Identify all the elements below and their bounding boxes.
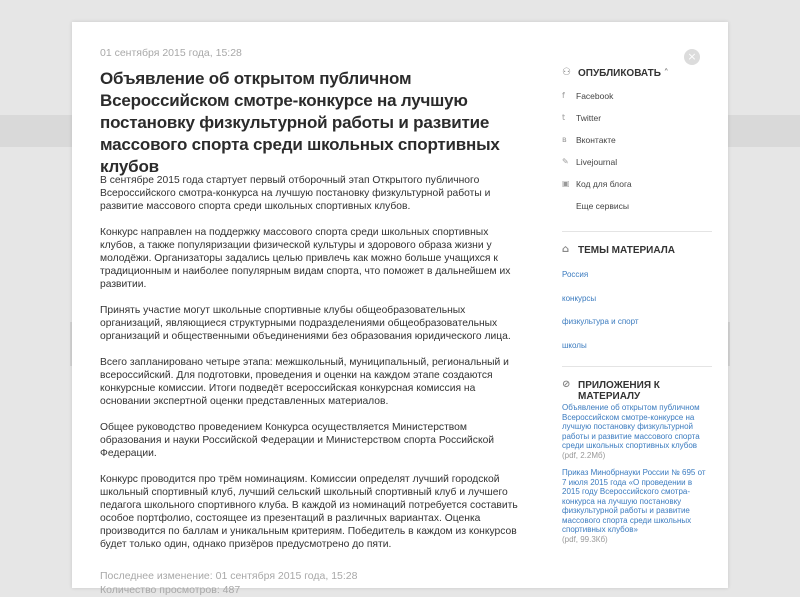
vk-icon: в bbox=[562, 135, 567, 144]
attachment-title[interactable]: Объявление об открытом публичном Всероссийском смотре-конкурсе на лучшую постановку физкультурной работы и развитие массового спорта среди школьных спортивных клубов bbox=[562, 403, 700, 450]
share-vkontakte[interactable]: в Вконтакте bbox=[562, 135, 616, 145]
article-title: Объявление об открытом публичном Всероссийском смотре-конкурсе на лучшую постановку физкультурной работы и развитие массового спорта среди школьных спортивных клубов bbox=[100, 69, 500, 176]
attachment-info: (pdf, 2.2Мб) bbox=[562, 450, 606, 460]
livejournal-icon: ✎ bbox=[562, 157, 569, 166]
topic-link[interactable]: Россия bbox=[562, 270, 589, 279]
attachment-title[interactable]: Приказ Минобрнауки России № 695 от 7 июля 2015 года «О проведении в 2015 году Всероссийского смотра-конкурса на лучшую постановку физкультурной работы и развитие массового спорта среди школьных спортивных клубов» bbox=[562, 468, 706, 534]
paperclip-icon: ⊘ bbox=[562, 379, 571, 390]
paragraph: Общее руководство проведением Конкурса осуществляется Министерством образования и науки Российской Федерации и Министерством спорта Российской Федерации. bbox=[100, 422, 495, 459]
attachment-link[interactable] bbox=[562, 403, 712, 460]
paragraph: В сентябре 2015 года стартует первый отборочный этап Открытого публичного Всероссийского смотра-конкурса на лучшую постановку физкультурной работы и развитие массового спорта среди школьных спортивных клубов. bbox=[100, 175, 491, 212]
topic-link[interactable]: конкурсы bbox=[562, 293, 597, 303]
last-modified: Последнее изменение: 01 сентября 2015 года, 15:28 bbox=[100, 570, 358, 582]
topics-heading: ⌂ ТЕМЫ МАТЕРИАЛА bbox=[562, 244, 675, 256]
attachment-link[interactable] bbox=[562, 468, 712, 544]
divider bbox=[562, 366, 712, 367]
twitter-icon: t bbox=[562, 113, 566, 122]
publish-heading[interactable]: ⚇ ОПУБЛИКОВАТЬ ˄ bbox=[562, 67, 669, 79]
attachment-info: (pdf, 99.3Кб) bbox=[562, 534, 608, 544]
publish-date: 01 сентября 2015 года, 15:28 bbox=[100, 47, 242, 59]
paragraph: Конкурс проводится про трём номинациям. Комиссии определят лучший городской школьный спортивный клуб, лучший сельский школьный спортивный клуб и лучшего педагога школьного спортивного клуба. В каждой из номинаций потребуется составить особое портфолио, состоящее из презентаций в различных вариантах. Оценка производится по баллам и уникальным критериям. Победитель в каждом из конкурсов будет только один, однако призёров предусмотрено до пяти. bbox=[100, 474, 518, 550]
share-blog-code[interactable]: ▣ Код для блога bbox=[562, 179, 632, 189]
topic-link[interactable]: школы bbox=[562, 340, 587, 350]
close-icon[interactable]: × bbox=[684, 49, 700, 65]
topic-link[interactable]: физкультура и спорт bbox=[562, 317, 639, 326]
sidebar bbox=[562, 67, 712, 552]
people-icon: ⚇ bbox=[562, 67, 571, 78]
facebook-icon: f bbox=[562, 91, 565, 100]
divider bbox=[562, 231, 712, 232]
paragraph: Принять участие могут школьные спортивные клубы общеобразовательных организаций, являющиеся структурными подразделениями общеобразовательных организаций и общественными объединениями без образования юридического лица. bbox=[100, 305, 511, 342]
share-more-services[interactable]: Еще сервисы bbox=[576, 201, 629, 211]
share-twitter[interactable]: t Twitter bbox=[562, 113, 602, 123]
article-meta bbox=[100, 569, 358, 597]
share-livejournal[interactable]: ✎ Livejournal bbox=[562, 157, 618, 167]
share-facebook[interactable]: f Facebook bbox=[562, 91, 614, 101]
attachments-heading: ⊘ ПРИЛОЖЕНИЯ К МАТЕРИАЛУ bbox=[562, 379, 660, 402]
view-count: Количество просмотров: 487 bbox=[100, 584, 241, 596]
code-icon: ▣ bbox=[562, 179, 570, 188]
article-body bbox=[100, 174, 520, 564]
article-modal bbox=[72, 22, 728, 596]
tag-icon: ⌂ bbox=[562, 244, 570, 255]
paragraph: Всего запланировано четыре этапа: межшкольный, муниципальный, региональный и всероссийский. Для подготовки, проведения и оценки на каждом этапе создаются конкурсные комиссии. Итоги подведёт всероссийская конкурсная комиссия на основании экспертной оценки представленных материалов. bbox=[100, 357, 509, 407]
paragraph: Конкурс направлен на поддержку массового спорта среди школьных спортивных клубов, а также популяризации физической культуры и здорового образа жизни у молодёжи. Организаторы задались целью привлечь как можно больше учащихся к традиционным и наиболее популярным видам спорта, что поможет в дальнейшем их развитии. bbox=[100, 227, 511, 290]
chevron-up-icon: ˄ bbox=[663, 68, 669, 79]
